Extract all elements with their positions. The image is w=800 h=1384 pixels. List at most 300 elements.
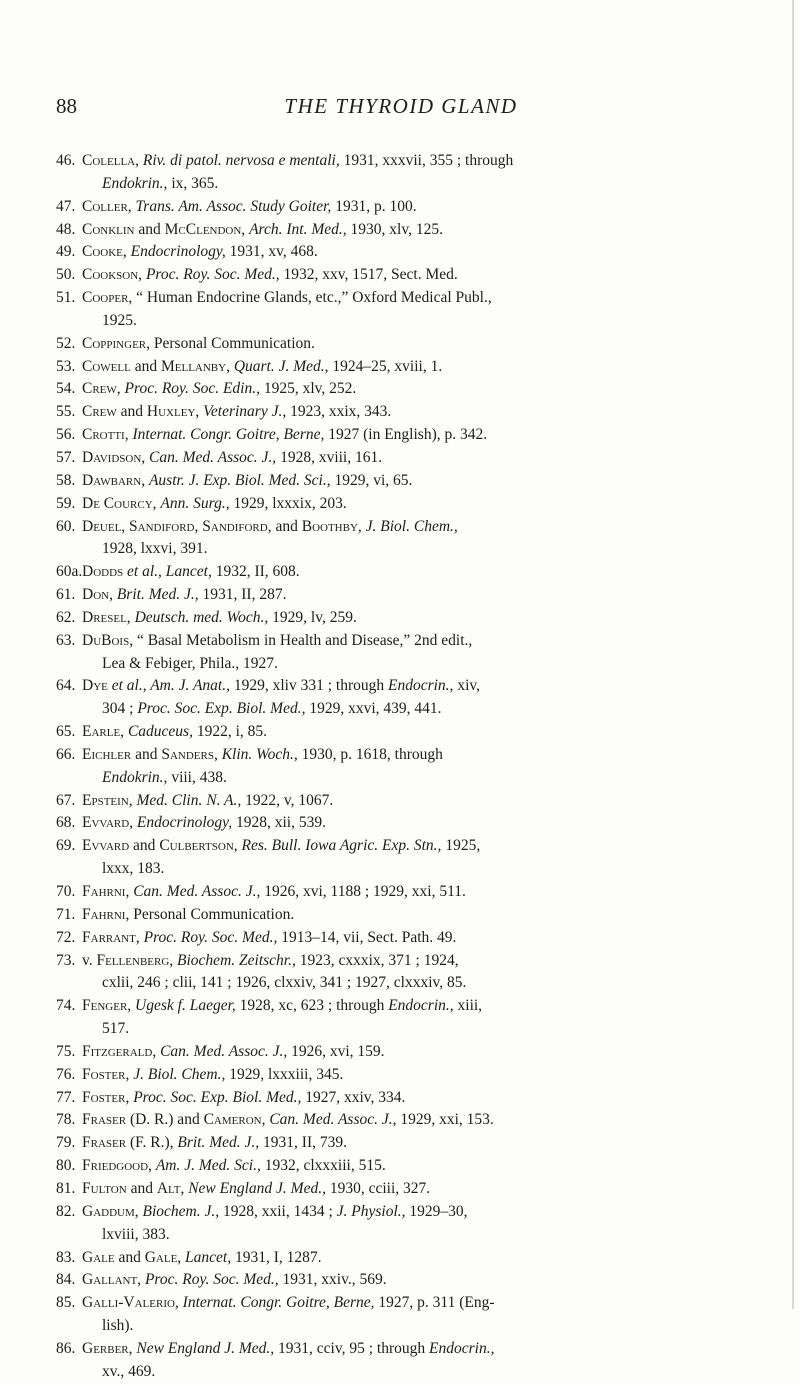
author-name: Alt, [156, 1179, 185, 1197]
author-name: Colella, [82, 152, 139, 169]
reference-entry [56, 1087, 748, 1110]
journal-title: Can. Med. Assoc. J., [269, 1111, 397, 1129]
author-name: Culbertson, [159, 837, 238, 855]
reference-text [82, 516, 748, 562]
author-name: Gallant, [82, 1271, 142, 1289]
citation-text: 1925, xlv, 252. [259, 380, 357, 398]
reference-entry [56, 630, 748, 676]
citation-text: Personal Communication. [150, 334, 315, 352]
reference-text [82, 812, 748, 835]
reference-line [82, 858, 748, 881]
reference-line [82, 516, 748, 539]
reference-entry [56, 584, 748, 607]
citation-text: 1923, xxix, 343. [286, 403, 392, 421]
reference-entry [56, 1292, 748, 1338]
reference-text [82, 264, 748, 287]
author-name: Cooper, [82, 289, 133, 307]
reference-text [82, 333, 748, 356]
citation-text: 1930, xlv, 125. [346, 220, 443, 238]
reference-line [82, 972, 748, 995]
reference-line [82, 1087, 748, 1110]
reference-line [82, 607, 748, 630]
reference-line [82, 470, 748, 493]
reference-entry [56, 1041, 748, 1064]
journal-title: Trans. Am. Assoc. Study Goiter, [135, 197, 332, 215]
citation-text: “ Basal Metabolism in Health and Disease,” 2nd edit., [133, 631, 473, 649]
reference-number: 60. [56, 517, 76, 535]
author-name: Dresel, [82, 608, 131, 626]
author-name: Don, [82, 586, 113, 604]
author-name: Galli-Valerio, [82, 1294, 179, 1312]
citation-text: 1932, clxxxiii, 515. [260, 1157, 386, 1175]
journal-title: Can. Med. Assoc. J., [160, 1042, 288, 1060]
journal-title: Res. Bull. Iowa Agric. Exp. Stn., [241, 837, 442, 855]
reference-entry [56, 744, 748, 790]
author-name: Crew, [82, 380, 121, 398]
author-name: Crotti, [82, 426, 129, 444]
citation-text: 1925, [441, 837, 481, 855]
reference-text [82, 424, 748, 447]
reference-entry [56, 1178, 748, 1201]
reference-text [82, 447, 748, 470]
reference-number: 66. [56, 745, 76, 763]
reference-text [82, 995, 748, 1041]
author-name: Boothby, [301, 517, 362, 535]
reference-line [82, 744, 748, 767]
reference-text [82, 1087, 748, 1110]
journal-title: J. Biol. Chem., [133, 1065, 226, 1083]
reference-number: 83. [56, 1248, 76, 1266]
reference-number: 62. [56, 608, 76, 626]
citation-text: 1927 (in English), p. 342. [324, 426, 488, 444]
journal-title: et al., Am. J. Anat., [111, 677, 230, 695]
reference-line [82, 1155, 748, 1178]
reference-line [82, 1064, 748, 1087]
author-name: Fraser [82, 1111, 127, 1129]
reference-line [82, 812, 748, 835]
reference-text [82, 675, 748, 721]
reference-text [82, 1269, 748, 1292]
author-name: Gale, [144, 1248, 182, 1266]
reference-entry [56, 927, 748, 950]
citation-text: 1929–30, [405, 1202, 468, 1220]
journal-title: Proc. Roy. Soc. Edin., [124, 380, 260, 398]
reference-line [82, 1247, 748, 1270]
reference-entry [56, 196, 748, 219]
reference-entry [56, 675, 748, 721]
citation-text: 1928, xii, 539. [232, 814, 326, 832]
reference-entry [56, 995, 748, 1041]
reference-entry [56, 607, 748, 630]
author-name: Fraser [82, 1134, 127, 1152]
citation-text: 1926, xvi, 159. [287, 1042, 385, 1060]
reference-number: 65. [56, 723, 76, 741]
reference-text [82, 219, 748, 242]
citation-text: 517. [102, 1020, 130, 1038]
citation-text: 1931, II, 287. [198, 586, 287, 604]
reference-entry [56, 812, 748, 835]
reference-entry [56, 561, 748, 584]
reference-number: 74. [56, 997, 76, 1015]
journal-title: Endocrinology, [136, 814, 233, 832]
citation-text: (D. R.) and [126, 1111, 204, 1129]
reference-number: 56. [56, 426, 76, 444]
journal-title: Endocrin., [429, 1339, 495, 1357]
citation-text: 1922, v, 1067. [241, 791, 334, 809]
reference-line [82, 356, 748, 379]
citation-text: and [130, 357, 161, 375]
reference-line [82, 561, 748, 584]
journal-title: Internat. Congr. Goitre, Berne, [182, 1294, 375, 1312]
citation-text: xiv, [453, 677, 480, 695]
citation-text: 1931, I, 1287. [231, 1248, 322, 1266]
author-name: Foster, [82, 1088, 130, 1106]
reference-entry [56, 333, 748, 356]
citation-text: 1926, xvi, 1188 ; 1929, xxi, 511. [260, 883, 466, 900]
author-name: Fahrni, [82, 883, 130, 900]
reference-number: 60a. [56, 563, 83, 581]
reference-text [82, 630, 748, 676]
journal-title: Can. Med. Assoc. J., [133, 883, 261, 900]
reference-number: 68. [56, 814, 76, 832]
author-name: Conklin [82, 220, 135, 238]
reference-text [82, 1247, 748, 1270]
reference-number: 54. [56, 380, 76, 398]
journal-title: New England J. Med., [188, 1179, 326, 1197]
journal-title: Caduceus, [127, 723, 193, 741]
citation-text: 1923, cxxxix, 371 ; 1924, [295, 951, 459, 969]
reference-entry [56, 493, 748, 516]
reference-number: 77. [56, 1088, 76, 1106]
author-name: Evvard [82, 837, 130, 855]
reference-text [82, 241, 748, 264]
reference-number: 80. [56, 1157, 76, 1175]
reference-entry [56, 447, 748, 470]
reference-entry [56, 401, 748, 424]
author-name: Evvard, [82, 814, 134, 832]
citation-text: 1929, xliv 331 ; through [229, 677, 388, 695]
citation-text: 1930, p. 1618, through [297, 745, 443, 763]
journal-title: Proc. Roy. Soc. Med., [143, 928, 278, 946]
reference-text [82, 1338, 748, 1384]
reference-text [82, 607, 748, 630]
citation-text: 1928, lxxvi, 391. [102, 540, 208, 558]
citation-text: 1929, lxxxix, 203. [229, 494, 347, 512]
reference-line [82, 630, 748, 653]
reference-entry [56, 721, 748, 744]
citation-text: 1931, II, 739. [259, 1134, 347, 1152]
reference-list [56, 150, 748, 1384]
journal-title: Lancet, [185, 1248, 232, 1266]
citation-text: 1928, xc, 623 ; through [235, 997, 389, 1015]
journal-title: Biochem. Zeitschr., [177, 951, 296, 969]
citation-text: lxxx, 183. [102, 860, 165, 878]
reference-number: 86. [56, 1339, 76, 1357]
journal-title: Ugesk f. Laeger, [135, 997, 236, 1015]
reference-text [82, 196, 748, 219]
citation-text: and [134, 220, 165, 238]
journal-title: Deutsch. med. Woch., [134, 608, 269, 626]
reference-text [82, 1201, 748, 1247]
journal-title: Proc. Soc. Exp. Biol. Med., [133, 1088, 302, 1106]
reference-number: 79. [56, 1134, 76, 1152]
citation-text: 1930, cciii, 327. [325, 1179, 431, 1197]
reference-number: 50. [56, 266, 76, 284]
reference-entry [56, 1132, 748, 1155]
reference-line [82, 927, 748, 950]
citation-text: and [116, 403, 147, 421]
author-name: Dye [82, 677, 108, 695]
reference-line [82, 1315, 748, 1338]
reference-entry [56, 1269, 748, 1292]
reference-number: 81. [56, 1179, 76, 1197]
reference-number: 59. [56, 494, 76, 512]
citation-text: 1929, xxvi, 439, 441. [305, 700, 442, 718]
citation-text: 1929, vi, 65. [330, 471, 413, 489]
author-name: Fenger, [82, 997, 132, 1015]
author-name: Deuel, Sandiford, Sandiford, [82, 517, 272, 535]
author-name: Fahrni, [82, 905, 130, 923]
reference-number: 55. [56, 403, 76, 421]
reference-text [82, 744, 748, 790]
author-name: Friedgood, [82, 1157, 152, 1175]
reference-line [82, 1361, 748, 1384]
author-name: DuBois, [82, 631, 134, 649]
reference-number: 78. [56, 1111, 76, 1129]
reference-line [82, 1201, 748, 1224]
reference-number: 58. [56, 471, 76, 489]
reference-line [82, 196, 748, 219]
reference-text [82, 493, 748, 516]
reference-number: 64. [56, 677, 76, 695]
author-name: De Courcy, [82, 494, 157, 512]
reference-line [82, 424, 748, 447]
journal-title: Brit. Med. J., [177, 1134, 260, 1152]
journal-title: Quart. J. Med., [233, 357, 329, 375]
reference-line [82, 1109, 748, 1132]
author-name: McClendon, [164, 220, 246, 238]
author-name: Epstein, [82, 791, 133, 809]
author-name: Cameron, [203, 1111, 266, 1129]
reference-text [82, 721, 748, 744]
reference-line [82, 675, 748, 698]
journal-title: Endocrin., [388, 997, 454, 1015]
journal-title: Can. Med. Assoc. J., [149, 448, 277, 466]
citation-text: cxlii, 246 ; clii, 141 ; 1926, clxxiv, 341 ; 1927, clxxxiv, 85. [102, 974, 467, 992]
citation-text: xiii, [453, 997, 483, 1015]
reference-line [82, 1292, 748, 1315]
citation-text: 1929, xxi, 153. [396, 1111, 494, 1129]
reference-entry [56, 356, 748, 379]
citation-text: Lea & Febiger, Phila., 1927. [102, 654, 278, 672]
citation-text: lish). [102, 1317, 134, 1335]
reference-entry [56, 470, 748, 493]
author-name: Earle, [82, 723, 125, 741]
citation-text: 1928, xxii, 1434 ; [219, 1202, 337, 1220]
reference-number: 69. [56, 837, 76, 855]
reference-entry [56, 1201, 748, 1247]
reference-entry [56, 904, 748, 927]
author-name: Mellanby, [160, 357, 230, 375]
reference-line [82, 1132, 748, 1155]
reference-line [82, 333, 748, 356]
journal-title: Klin. Woch., [221, 745, 298, 763]
reference-entry [56, 835, 748, 881]
reference-entry [56, 1338, 748, 1384]
reference-text [82, 950, 748, 996]
author-name: Cooke, [82, 243, 127, 261]
reference-entry [56, 241, 748, 264]
citation-text: 1931, xv, 468. [225, 243, 318, 261]
citation-text: 1924–25, xviii, 1. [328, 357, 443, 375]
reference-number: 70. [56, 883, 76, 900]
reference-line [82, 698, 748, 721]
reference-text [82, 1064, 748, 1087]
reference-line [82, 995, 748, 1018]
reference-line [82, 1178, 748, 1201]
reference-text [82, 584, 748, 607]
journal-title: Proc. Soc. Exp. Biol. Med., [137, 700, 306, 718]
reference-line [82, 1041, 748, 1064]
reference-line [82, 287, 748, 310]
author-name: Sanders, [161, 745, 218, 763]
reference-text [82, 356, 748, 379]
reference-line [82, 767, 748, 790]
reference-number: 52. [56, 334, 76, 352]
reference-text [82, 378, 748, 401]
journal-title: Med. Clin. N. A., [136, 791, 242, 809]
citation-text: (F. R.), [126, 1134, 178, 1152]
reference-text [82, 401, 748, 424]
journal-title: Ann. Surg., [160, 494, 230, 512]
reference-number: 61. [56, 586, 76, 604]
reference-line [82, 219, 748, 242]
reference-line [82, 1338, 748, 1361]
citation-text: 1931, p. 100. [331, 197, 417, 215]
citation-text: 1925. [102, 311, 137, 329]
reference-entry [56, 881, 748, 904]
reference-line [82, 1224, 748, 1247]
reference-number: 57. [56, 448, 76, 466]
citation-text: 1929, lxxxiii, 345. [225, 1065, 344, 1083]
journal-title: J. Physiol., [336, 1202, 406, 1220]
citation-text: viii, 438. [167, 768, 227, 786]
reference-line [82, 1269, 748, 1292]
reference-number: 85. [56, 1294, 76, 1312]
reference-text [82, 1155, 748, 1178]
reference-number: 47. [56, 197, 76, 215]
reference-line [82, 584, 748, 607]
reference-line [82, 538, 748, 561]
journal-title: Biochem. J., [142, 1202, 220, 1220]
journal-title: Am. J. Med. Sci., [155, 1157, 261, 1175]
reference-line [82, 904, 748, 927]
author-name: Cowell [82, 357, 131, 375]
reference-entry [56, 1064, 748, 1087]
reference-number: 72. [56, 928, 76, 946]
journal-title: Veterinary J., [203, 403, 287, 421]
author-name: Coller, [82, 197, 132, 215]
citation-text: Personal Communication. [129, 905, 295, 923]
citation-text: and [126, 1179, 157, 1197]
author-name: Gerber, [82, 1339, 133, 1357]
reference-entry [56, 950, 748, 996]
reference-text [82, 150, 748, 196]
citation-text: ix, 365. [167, 174, 219, 192]
reference-text [82, 470, 748, 493]
reference-entry [56, 1109, 748, 1132]
author-name: Eichler [82, 745, 132, 763]
author-name: Dawbarn, [82, 471, 146, 489]
journal-title: Austr. J. Exp. Biol. Med. Sci., [148, 471, 331, 489]
journal-title: Proc. Roy. Soc. Med., [145, 266, 280, 284]
reference-number: 82. [56, 1202, 76, 1220]
reference-entry [56, 1247, 748, 1270]
reference-entry [56, 424, 748, 447]
reference-number: 73. [56, 951, 76, 969]
citation-text: 1931, xxxvii, 355 ; through [339, 152, 514, 169]
citation-text: 1922, i, 85. [192, 723, 268, 741]
reference-number: 63. [56, 631, 76, 649]
reference-line [82, 881, 748, 904]
journal-title: et al., Lancet, [127, 563, 212, 581]
author-name: Huxley, [146, 403, 200, 421]
reference-line [82, 241, 748, 264]
author-name: Fellenberg, [96, 951, 174, 969]
page-header [56, 94, 746, 120]
reference-line [82, 264, 748, 287]
reference-text [82, 561, 748, 584]
reference-number: 76. [56, 1065, 76, 1083]
journal-title: Riv. di patol. nervosa e mentali, [142, 152, 340, 169]
journal-title: Internat. Congr. Goitre, Berne, [132, 426, 325, 444]
reference-text [82, 1178, 748, 1201]
reference-text [82, 835, 748, 881]
journal-title: New England J. Med., [136, 1339, 275, 1357]
journal-title: Arch. Int. Med., [249, 220, 347, 238]
citation-text: xv., 469. [102, 1362, 156, 1380]
citation-text: 1931, xxiv., 569. [278, 1271, 387, 1289]
citation-text: 1927, p. 311 (Eng- [374, 1294, 495, 1312]
reference-text [82, 287, 748, 333]
author-name: Coppinger, [82, 334, 150, 352]
reference-number: 75. [56, 1042, 76, 1060]
journal-title: Proc. Roy. Soc. Med., [144, 1271, 279, 1289]
reference-line [82, 1018, 748, 1041]
reference-line [82, 790, 748, 813]
author-name: Cookson, [82, 266, 143, 284]
reference-number: 49. [56, 243, 76, 261]
reference-number: 53. [56, 357, 76, 375]
author-name: Gale [82, 1248, 115, 1266]
reference-entry [56, 516, 748, 562]
reference-line [82, 310, 748, 333]
running-title: THE THYROID GLAND [284, 94, 518, 118]
reference-text [82, 1132, 748, 1155]
author-name: Foster, [82, 1065, 130, 1083]
reference-number: 67. [56, 791, 76, 809]
citation-text: and [129, 837, 160, 855]
reference-entry [56, 1155, 748, 1178]
reference-line [82, 835, 748, 858]
reference-line [82, 493, 748, 516]
citation-text: and [114, 1248, 145, 1266]
citation-text: lxviii, 383. [102, 1225, 170, 1243]
citation-text: 304 ; [102, 700, 138, 718]
reference-number: 46. [56, 152, 76, 169]
reference-text [82, 927, 748, 950]
reference-line [82, 378, 748, 401]
